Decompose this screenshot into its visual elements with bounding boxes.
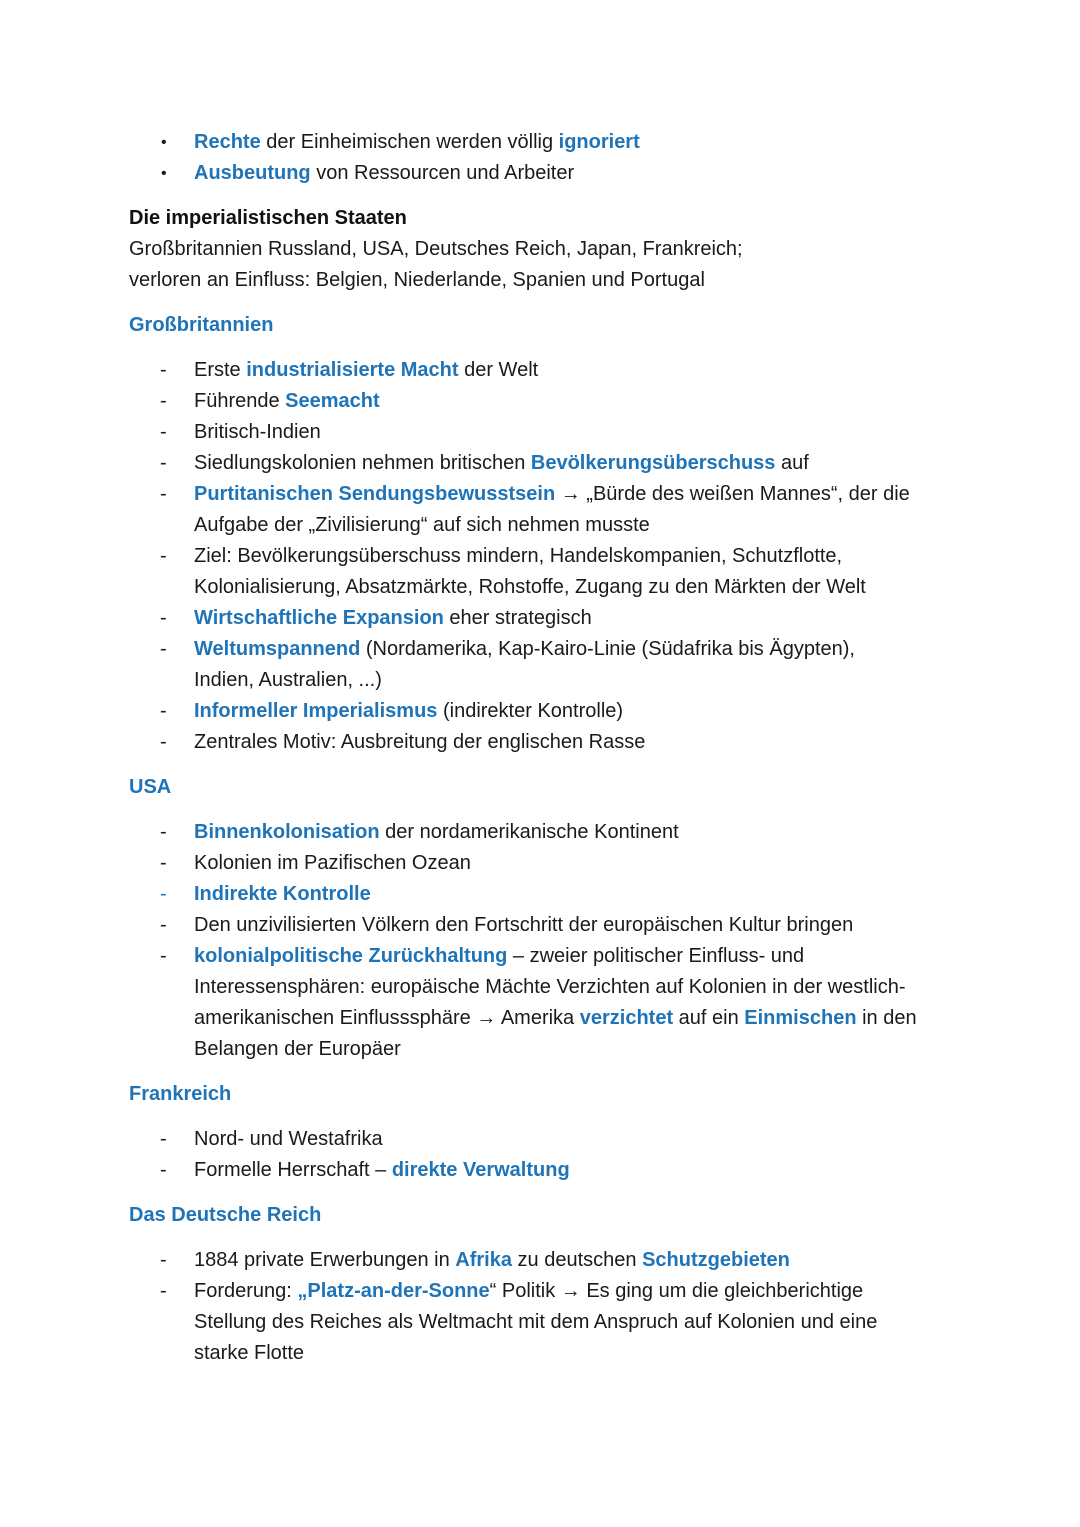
- list-item: - 1884 private Erwerbungen in Afrika zu deutschen Schutzgebieten: [160, 1249, 790, 1271]
- bullet-dot: •: [161, 165, 167, 182]
- list-item: - kolonialpolitische Zurückhaltung – zweier politischer Einfluss- und Interessensphären: europäische Mächte Verzichten auf Kolonien in der westlich- amerikanischen Einflusssphäre → Amerika verzichtet auf ein Einmischen in den Belangen der Europäer: [160, 945, 917, 1060]
- states-line: Großbritannien Russland, USA, Deutsches Reich, Japan, Frankreich;: [129, 238, 743, 260]
- list-item: - Kolonien im Pazifischen Ozean: [160, 852, 471, 874]
- list-item: - Wirtschaftliche Expansion eher strategisch: [160, 607, 592, 629]
- list-item: - Binnenkolonisation der nordamerikanische Kontinent: [160, 821, 679, 843]
- list-item: • Rechte der Einheimischen werden völlig ignoriert: [129, 127, 959, 158]
- list-item: • Ausbeutung von Ressourcen und Arbeiter: [129, 158, 959, 189]
- list-item: - Nord- und Westafrika: [160, 1128, 383, 1150]
- list-item: - Zentrales Motiv: Ausbreitung der englischen Rasse: [160, 731, 646, 753]
- bullet-dot: •: [161, 134, 167, 151]
- list-item: - Siedlungskolonien nehmen britischen Bevölkerungsüberschuss auf: [160, 452, 809, 474]
- list-item: - Formelle Herrschaft – direkte Verwaltung: [160, 1159, 570, 1181]
- list-item: - Ziel: Bevölkerungsüberschuss mindern, Handelskompanien, Schutzflotte, Kolonialisierung, Absatzmärkte, Rohstoffe, Zugang zu den Märkten der Welt: [160, 545, 866, 598]
- list-item: - Forderung: „Platz-an-der-Sonne“ Politik → Es ging um die gleichberichtige Stellung des Reiches als Weltmacht mit dem Anspruch auf Kolonien und eine starke Flotte: [160, 1280, 878, 1364]
- document-page: [129, 127, 959, 1369]
- list-item: - Informeller Imperialismus (indirekter Kontrolle): [160, 700, 624, 722]
- list-item: - Den unzivilisierten Völkern den Fortschritt der europäischen Kultur bringen: [160, 914, 854, 936]
- list-item: - Führende Seemacht: [160, 390, 380, 412]
- list-item: - Weltumspannend (Nordamerika, Kap-Kairo-Linie (Südafrika bis Ägypten), Indien, Australien, ...): [160, 638, 855, 691]
- list-item: - Britisch-Indien: [160, 421, 321, 443]
- section-title-gb: Großbritannien: [129, 314, 274, 336]
- states-heading: Die imperialistischen Staaten: [129, 207, 407, 229]
- list-item: - Purtitanischen Sendungsbewusstsein → „Bürde des weißen Mannes“, der die Aufgabe der „Zivilisierung“ auf sich nehmen musste: [160, 483, 910, 536]
- section-title-de: Das Deutsche Reich: [129, 1204, 322, 1226]
- list-item: - Erste industrialisierte Macht der Welt: [160, 359, 539, 381]
- section-title-usa: USA: [129, 776, 172, 798]
- states-line: verloren an Einfluss: Belgien, Niederlande, Spanien und Portugal: [129, 269, 705, 291]
- section-title-fr: Frankreich: [129, 1083, 232, 1105]
- list-item: - Indirekte Kontrolle: [160, 883, 371, 905]
